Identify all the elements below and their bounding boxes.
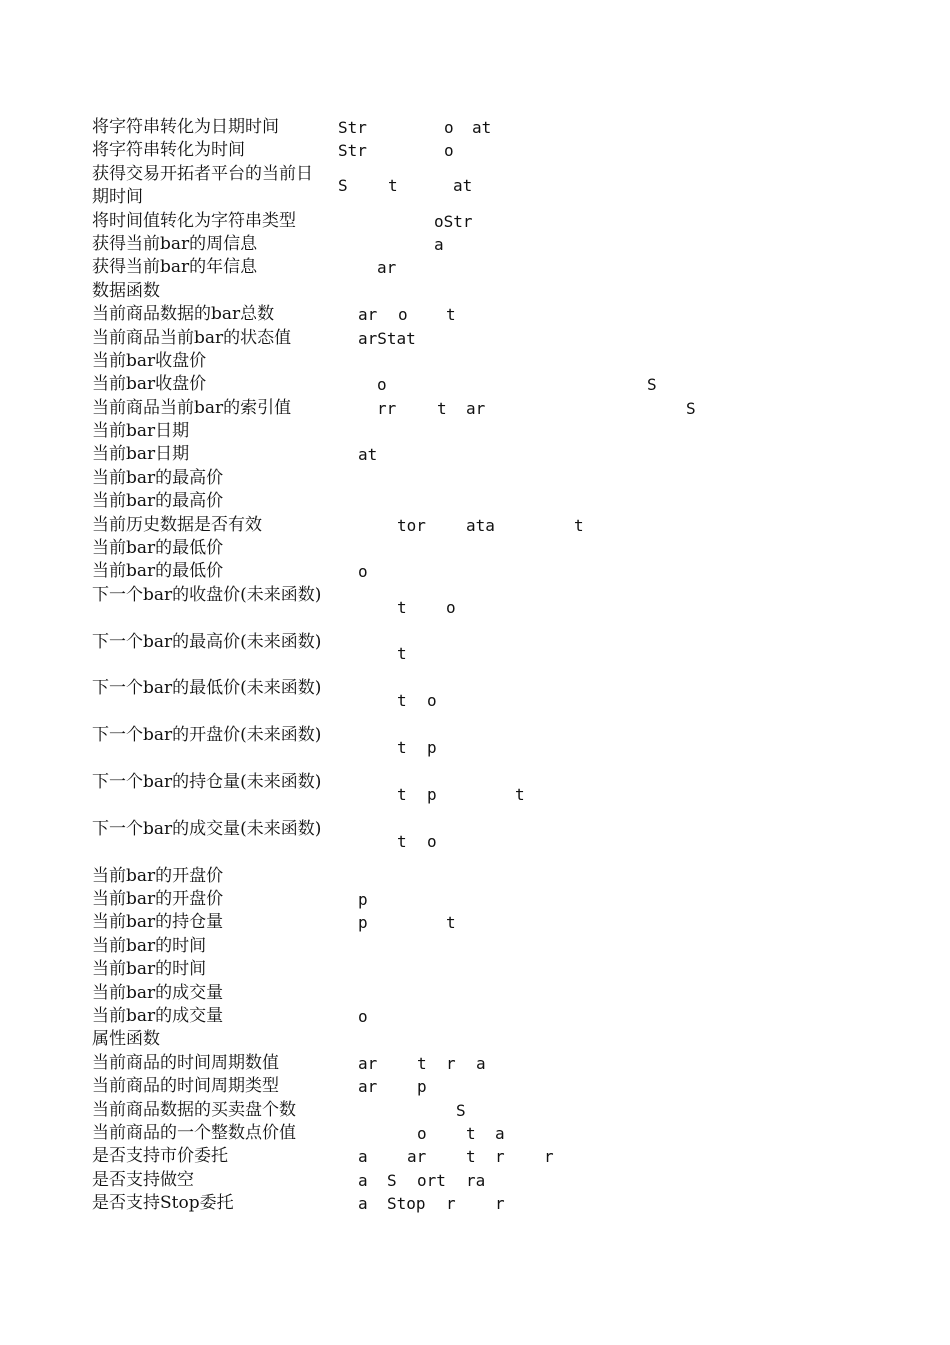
function-name-fragment: t <box>397 831 407 851</box>
function-description: 当前bar日期 <box>92 421 190 442</box>
function-description: 当前bar的最低价 <box>92 538 224 559</box>
function-name-fragment: t <box>397 644 407 664</box>
table-row <box>0 888 950 911</box>
function-description: 当前bar的最高价 <box>92 491 224 512</box>
function-name-fragment: a <box>476 1053 486 1073</box>
function-name-fragment: p <box>417 1077 427 1097</box>
function-description: 获得当前bar的周信息 <box>92 233 258 254</box>
function-name-fragment: t <box>466 1147 476 1167</box>
table-row <box>0 911 950 934</box>
function-description: 当前商品的一个整数点价值 <box>92 1122 296 1143</box>
function-description: 当前商品的时间周期数值 <box>92 1052 279 1073</box>
table-row <box>0 1099 950 1122</box>
function-description: 下一个bar的最高价(未来函数) <box>92 631 322 652</box>
table-row <box>0 116 950 139</box>
function-description: 是否支持市价委托 <box>92 1146 228 1167</box>
function-description: 当前bar的最低价 <box>92 561 224 582</box>
function-name-fragment: t <box>388 176 398 196</box>
function-name-fragment: o <box>358 1006 368 1026</box>
function-name-fragment: ar <box>407 1147 427 1167</box>
function-name-fragment: o <box>358 562 368 582</box>
function-description: 当前bar的最高价 <box>92 467 224 488</box>
function-name-fragment: t <box>515 784 525 804</box>
table-row <box>0 584 950 631</box>
table-row <box>0 935 950 958</box>
table-row <box>0 1169 950 1192</box>
function-name-fragment: o <box>446 597 456 617</box>
table-row <box>0 631 950 678</box>
function-name-fragment: r <box>495 1194 505 1214</box>
function-name-fragment: a <box>358 1194 368 1214</box>
function-name-fragment: t <box>446 913 456 933</box>
function-name-fragment: S <box>387 1170 397 1190</box>
function-name-fragment: t <box>437 398 447 418</box>
function-description: 将字符串转化为时间 <box>92 140 245 161</box>
table-row <box>0 373 950 396</box>
function-description: 当前商品当前bar的索引值 <box>92 397 292 418</box>
function-name-fragment: ar <box>466 398 486 418</box>
function-name-fragment: t <box>397 737 407 757</box>
table-row <box>0 327 950 350</box>
function-name-fragment: S <box>338 176 348 196</box>
function-name-fragment: r <box>495 1147 505 1167</box>
function-name-fragment: t <box>397 597 407 617</box>
table-row <box>0 537 950 560</box>
table-row <box>0 1052 950 1075</box>
function-name-fragment: rr <box>377 398 397 418</box>
function-description: 当前商品的时间周期类型 <box>92 1076 279 1097</box>
function-description: 当前bar的开盘价 <box>92 889 224 909</box>
table-row <box>0 490 950 513</box>
function-name-fragment: at <box>472 118 492 137</box>
function-name-fragment: t <box>574 515 584 535</box>
function-description: 是否支持Stop委托 <box>92 1193 234 1214</box>
function-description: 下一个bar的最低价(未来函数) <box>92 678 322 699</box>
function-description: 获得当前bar的年信息 <box>92 257 258 278</box>
table-row <box>0 303 950 326</box>
function-name-fragment: ar <box>358 1077 378 1097</box>
function-description: 属性函数 <box>92 1029 160 1050</box>
function-name-fragment: o <box>417 1123 427 1143</box>
function-description: 当前bar收盘价 <box>92 374 207 395</box>
table-row <box>0 280 950 303</box>
table-row <box>0 420 950 443</box>
function-description: 当前商品数据的买卖盘个数 <box>92 1099 296 1120</box>
function-description: 下一个bar的持仓量(未来函数) <box>92 772 322 793</box>
function-name-fragment: o <box>377 375 387 395</box>
function-name-fragment: oStr <box>434 211 473 231</box>
table-row <box>0 1145 950 1168</box>
function-description: 当前bar收盘价 <box>92 350 207 371</box>
function-description: 下一个bar的收盘价(未来函数) <box>92 584 322 605</box>
table-row <box>0 1192 950 1215</box>
function-name-fragment: o <box>427 691 437 711</box>
function-description: 将时间值转化为字符串类型 <box>92 210 296 231</box>
table-row <box>0 210 950 233</box>
function-description: 将字符串转化为日期时间 <box>92 117 279 137</box>
function-name-fragment: a <box>358 1147 368 1167</box>
function-name-fragment: o <box>398 305 408 325</box>
function-name-fragment: arStat <box>358 328 416 348</box>
function-name-fragment: S <box>686 398 696 418</box>
function-description: 当前历史数据是否有效 <box>92 514 262 535</box>
function-description: 当前bar日期 <box>92 444 190 465</box>
function-name-fragment: ata <box>466 515 495 535</box>
function-table <box>0 116 950 1215</box>
table-row <box>0 771 950 818</box>
function-description: 当前商品数据的bar总数 <box>92 304 275 325</box>
table-row <box>0 818 950 865</box>
function-name-fragment: ra <box>466 1170 486 1190</box>
function-description: 是否支持做空 <box>92 1169 194 1190</box>
function-name-fragment: ar <box>377 258 397 278</box>
table-row <box>0 1005 950 1028</box>
function-description: 下一个bar的成交量(未来函数) <box>92 818 322 839</box>
function-description: 数据函数 <box>92 280 160 301</box>
function-name-fragment: p <box>427 737 437 757</box>
function-name-fragment: t <box>397 691 407 711</box>
table-row <box>0 467 950 490</box>
table-row <box>0 256 950 279</box>
table-row <box>0 163 950 210</box>
table-row <box>0 139 950 162</box>
function-name-fragment: t <box>397 784 407 804</box>
table-row <box>0 397 950 420</box>
table-row <box>0 724 950 771</box>
function-name-fragment: at <box>358 445 378 465</box>
function-name-fragment: a <box>495 1123 505 1143</box>
table-row <box>0 350 950 373</box>
function-name-fragment: S <box>647 375 657 395</box>
function-description: 当前bar的成交量 <box>92 1005 224 1026</box>
function-description: 当前bar的持仓量 <box>92 912 224 933</box>
table-row <box>0 560 950 583</box>
function-description: 当前商品当前bar的状态值 <box>92 327 292 348</box>
function-description: 当前bar的时间 <box>92 959 207 980</box>
function-name-fragment: o <box>444 141 454 161</box>
function-name-fragment: ar <box>358 305 378 325</box>
function-name-fragment: t <box>417 1053 427 1073</box>
function-name-fragment: a <box>434 234 444 254</box>
function-description: 获得交易开拓者平台的当前日期时间 <box>92 163 313 208</box>
table-row <box>0 865 950 888</box>
function-name-fragment: S <box>456 1100 466 1120</box>
table-row <box>0 233 950 256</box>
function-name-fragment: p <box>358 890 368 909</box>
function-name-fragment: ar <box>358 1053 378 1073</box>
function-name-fragment: tor <box>397 515 426 535</box>
function-name-fragment: r <box>446 1194 456 1214</box>
function-name-fragment: p <box>427 784 437 804</box>
function-name-fragment: Str <box>338 141 367 161</box>
function-name-fragment: Str <box>338 118 367 137</box>
function-description: 当前bar的时间 <box>92 935 207 956</box>
table-row <box>0 1028 950 1051</box>
function-name-fragment: t <box>446 305 456 325</box>
function-name-fragment: t <box>466 1123 476 1143</box>
function-name-fragment: r <box>446 1053 456 1073</box>
function-name-fragment: Stop <box>387 1194 426 1214</box>
table-row <box>0 1075 950 1098</box>
table-row <box>0 514 950 537</box>
table-row <box>0 982 950 1005</box>
function-description: 下一个bar的开盘价(未来函数) <box>92 725 322 746</box>
table-row <box>0 677 950 724</box>
table-row <box>0 443 950 466</box>
function-name-fragment: ort <box>417 1170 446 1190</box>
table-row <box>0 1122 950 1145</box>
function-name-fragment: at <box>453 176 473 196</box>
function-name-fragment: r <box>544 1147 554 1167</box>
function-name-fragment: p <box>358 913 368 933</box>
function-description: 当前bar的成交量 <box>92 982 224 1003</box>
function-name-fragment: a <box>358 1170 368 1190</box>
function-name-fragment: o <box>427 831 437 851</box>
function-name-fragment: o <box>444 118 454 137</box>
table-row <box>0 958 950 981</box>
function-description: 当前bar的开盘价 <box>92 865 224 886</box>
